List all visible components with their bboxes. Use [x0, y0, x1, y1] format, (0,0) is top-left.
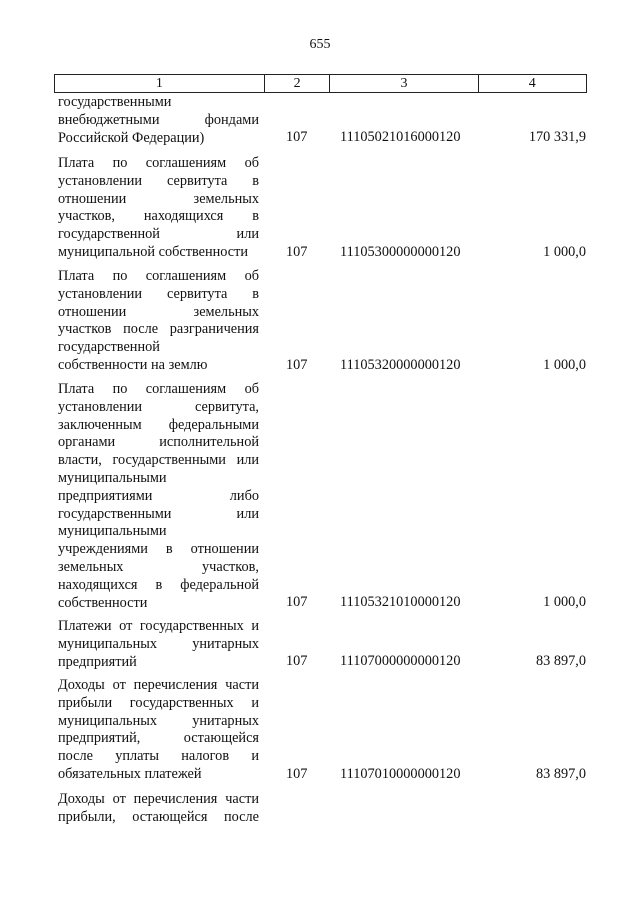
- column-header-3: 3: [330, 75, 478, 92]
- row-name-line: обязательных платежей: [58, 765, 202, 782]
- row-name-line: государственной: [58, 339, 160, 356]
- row-name-line: Доходы от перечисления части: [58, 677, 259, 693]
- row-name-line: собственности на землю: [58, 356, 208, 373]
- row-name-line: прибыли государственных и: [58, 694, 259, 711]
- row-code: 107: [286, 357, 308, 374]
- row-sum: 83 897,0: [535, 766, 586, 783]
- row-name-line: государственной или: [58, 226, 259, 243]
- row-name-line: муниципальных унитарных: [58, 635, 259, 652]
- row-sum: 170 331,9: [528, 129, 586, 146]
- row-kbk: 11105300000000120: [340, 244, 461, 261]
- row-code: 107: [286, 653, 308, 670]
- row-name-line: Плата по соглашениям об: [58, 268, 259, 284]
- row-name-line: предприятий, остающейся: [58, 730, 259, 747]
- row-name-line: собственности: [58, 594, 148, 611]
- row-name-line: отношении земельных: [58, 190, 259, 207]
- row-name-line: Плата по соглашениям об: [58, 381, 259, 397]
- row-name-line: государственными: [58, 94, 172, 110]
- table-row: [58, 94, 586, 147]
- table-row: [58, 268, 586, 375]
- table-row: [58, 677, 586, 784]
- row-name: [58, 94, 259, 147]
- row-name-line: Платежи от государственных и: [58, 618, 259, 634]
- row-name-line: предприятиями либо: [58, 487, 259, 504]
- row-name-line: внебюджетными фондами: [58, 111, 259, 128]
- row-name-line: отношении земельных: [58, 303, 259, 320]
- row-name-line: после уплаты налогов и: [58, 748, 259, 765]
- row-name-line: установлении сервитута в: [58, 285, 259, 302]
- column-header-4: 4: [528, 76, 536, 91]
- row-name-line: власти, государственными или: [58, 452, 259, 469]
- row-name: [58, 618, 259, 671]
- row-name-line: Доходы от перечисления части: [58, 791, 259, 807]
- row-name-line: установлении сервитута в: [58, 172, 259, 189]
- row-kbk: 11105320000000120: [340, 357, 461, 374]
- row-kbk: 11105321010000120: [340, 594, 461, 611]
- column-header-1: 1: [55, 75, 265, 92]
- row-name-line: учреждениями в отношении: [58, 541, 259, 558]
- row-kbk: 11105021016000120: [340, 129, 461, 146]
- table-row: [58, 155, 586, 262]
- row-name-line: предприятий: [58, 653, 137, 670]
- row-name-line: муниципальными: [58, 523, 167, 540]
- row-name-line: органами исполнительной: [58, 434, 259, 451]
- row-name: [58, 381, 259, 612]
- row-name: [58, 268, 259, 375]
- row-name: [58, 677, 259, 784]
- row-name-line: муниципальной собственности: [58, 243, 249, 260]
- row-code: 107: [286, 129, 308, 146]
- row-code: 107: [286, 766, 308, 783]
- row-name: [58, 155, 259, 262]
- table-row: [58, 618, 586, 671]
- row-code: 107: [286, 594, 308, 611]
- row-sum: 1 000,0: [543, 594, 586, 611]
- page-number: 655: [309, 37, 331, 52]
- row-name-line: заключенным федеральными: [58, 416, 259, 433]
- row-sum: 83 897,0: [535, 653, 586, 670]
- table-row: [58, 791, 586, 827]
- row-sum: 1 000,0: [543, 357, 586, 374]
- row-name-line: участков, находящихся в: [58, 208, 259, 225]
- row-name-line: участков после разграничения: [58, 321, 259, 338]
- row-name-line: земельных участков,: [58, 558, 259, 575]
- row-name-line: государственными или: [58, 505, 259, 522]
- row-name: [58, 791, 259, 827]
- row-name-line: установлении сервитута,: [58, 398, 259, 415]
- row-name-line: Российской Федерации): [58, 129, 205, 146]
- row-name-line: муниципальных унитарных: [58, 712, 259, 729]
- row-kbk: 11107000000000120: [340, 653, 461, 670]
- column-header-2: 2: [265, 75, 331, 92]
- row-sum: 1 000,0: [543, 244, 586, 261]
- table-row: [58, 381, 586, 612]
- row-name-line: Плата по соглашениям об: [58, 155, 259, 171]
- row-name-line: прибыли, остающейся после: [58, 808, 259, 825]
- row-name-line: находящихся в федеральной: [58, 576, 259, 593]
- row-kbk: 11107010000000120: [340, 766, 461, 783]
- table-header: [54, 74, 587, 93]
- row-name-line: муниципальными: [58, 469, 167, 486]
- row-code: 107: [286, 244, 308, 261]
